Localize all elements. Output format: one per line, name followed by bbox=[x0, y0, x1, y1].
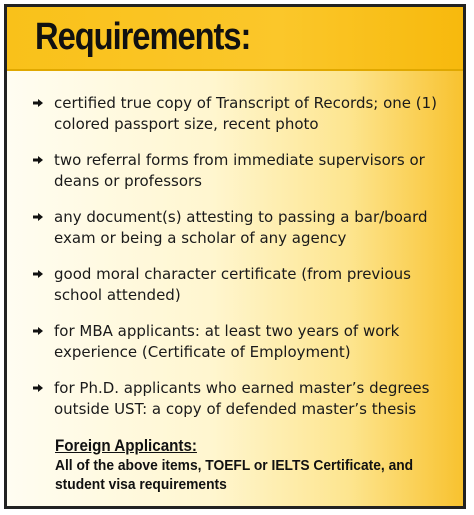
list-item-line: school attended) bbox=[54, 286, 181, 304]
arrow-right-icon bbox=[33, 213, 43, 221]
page-title: Requirements: bbox=[35, 16, 251, 58]
list-item-line: outside UST: a copy of defended master’s thesis bbox=[54, 400, 417, 418]
list-item-line: exam or being a scholar of any agency bbox=[54, 229, 347, 247]
arrow-right-icon bbox=[33, 99, 43, 107]
list-item-line: for Ph.D. applicants who earned master’s degrees bbox=[54, 379, 430, 397]
list-item-line: good moral character certificate (from previous bbox=[54, 265, 411, 283]
list-item-line: certified true copy of Transcript of Records; one (1) bbox=[54, 94, 438, 112]
list-item-line: two referral forms from immediate supervisors or bbox=[54, 151, 425, 169]
list-item-line: any document(s) attesting to passing a bar/board bbox=[54, 208, 428, 226]
title-banner bbox=[7, 7, 463, 71]
requirements-card bbox=[4, 4, 466, 509]
foreign-applicants-text: student visa requirements bbox=[55, 476, 227, 493]
arrow-right-icon bbox=[33, 327, 43, 335]
list-item-line: for MBA applicants: at least two years of work bbox=[54, 322, 400, 340]
foreign-applicants-heading: Foreign Applicants: bbox=[55, 437, 197, 455]
arrow-right-icon bbox=[33, 384, 43, 392]
foreign-applicants-text: All of the above items, TOEFL or IELTS Certificate, and bbox=[55, 457, 414, 474]
arrow-right-icon bbox=[33, 270, 43, 278]
list-item-line: deans or professors bbox=[54, 172, 202, 190]
list-item-line: colored passport size, recent photo bbox=[54, 115, 319, 133]
list-item-line: experience (Certificate of Employment) bbox=[54, 343, 351, 361]
foreign-applicants-section bbox=[55, 436, 444, 494]
arrow-right-icon bbox=[33, 156, 43, 164]
